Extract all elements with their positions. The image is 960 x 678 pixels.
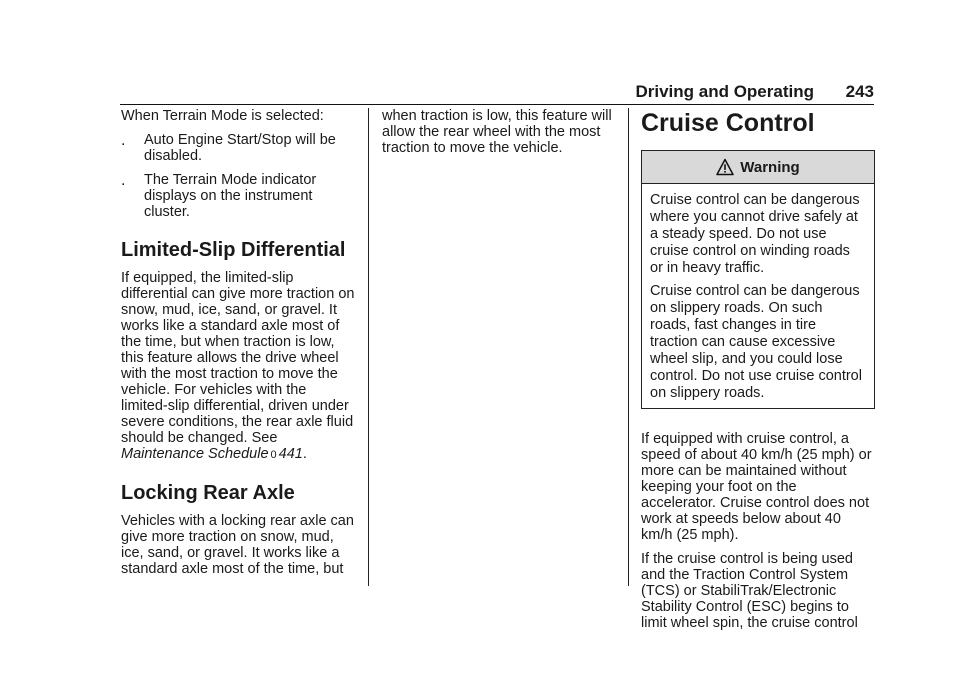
- bullet-mark: .: [121, 172, 126, 189]
- column-right: [641, 108, 875, 639]
- warning-para: Cruise control can be dangerous on slippery roads. On such roads, fast changes in tire traction can cause excessive wheel slip, and you could lose control. Do not use cruise control on slippery roads.: [650, 283, 862, 401]
- warning-body: [642, 184, 874, 408]
- column-middle: [382, 108, 618, 164]
- cruise-para: If the cruise control is being used and the Traction Control System (TCS) or StabiliTrak/Electronic Stability Control (ESC) begins to limit wheel spin, the cruise control: [641, 551, 858, 631]
- lra-continuation: when traction is low, this feature will allow the rear wheel with the most traction to move the vehicle.: [382, 108, 612, 156]
- section-title: Driving and Operating: [635, 82, 814, 101]
- lsd-body: [121, 270, 357, 463]
- page-header: [120, 80, 874, 105]
- cruise-para: If equipped with cruise control, a speed of about 40 km/h (25 mph) or more can be maintained without keeping your foot on the accelerator. Cruise control does not work at speeds below about 40 km/h (25 mph).: [641, 431, 872, 543]
- lra-body: Vehicles with a locking rear axle can give more traction on snow, mud, ice, sand, or gravel. It works like a standard axle most of the time, but: [121, 513, 354, 577]
- warning-title: Warning: [740, 158, 800, 176]
- warning-icon: [716, 158, 734, 176]
- column-divider: [368, 108, 369, 586]
- list-item-text: The Terrain Mode indicator displays on the instrument cluster.: [144, 172, 317, 220]
- cruise-control-heading: Cruise Control: [641, 109, 815, 137]
- lra-heading: Locking Rear Axle: [121, 482, 295, 504]
- terrain-intro: When Terrain Mode is selected:: [121, 108, 324, 124]
- list-item: [121, 172, 357, 220]
- warning-header: [642, 151, 874, 184]
- bullet-mark: .: [121, 132, 126, 149]
- page-reference-icon: 0: [270, 449, 277, 461]
- lsd-body-text: If equipped, the limited-slip differential can give more traction on snow, mud, ice, sand, or gravel. It works like a standard axle most of the time, but when traction is low, this feature allows the drive wheel with the most traction to move the vehicle. For vehicles with the limited-slip differential, driven under severe conditions, the rear axle fluid should be changed. See: [121, 270, 355, 446]
- list-item-text: Auto Engine Start/Stop will be disabled.: [144, 132, 336, 164]
- page-number: 243: [845, 82, 874, 101]
- reference-page[interactable]: 441: [278, 446, 303, 462]
- column-divider: [628, 108, 629, 586]
- warning-box: [641, 150, 875, 409]
- reference-period: .: [302, 446, 307, 462]
- maintenance-schedule-link[interactable]: Maintenance Schedule: [121, 446, 269, 462]
- column-left: [121, 108, 357, 585]
- list-item: [121, 132, 357, 164]
- warning-para: Cruise control can be dangerous where you cannot drive safely at a steady speed. Do not use cruise control on winding roads or in heavy traffic.: [650, 192, 860, 276]
- lsd-heading: Limited-Slip Differential: [121, 239, 346, 261]
